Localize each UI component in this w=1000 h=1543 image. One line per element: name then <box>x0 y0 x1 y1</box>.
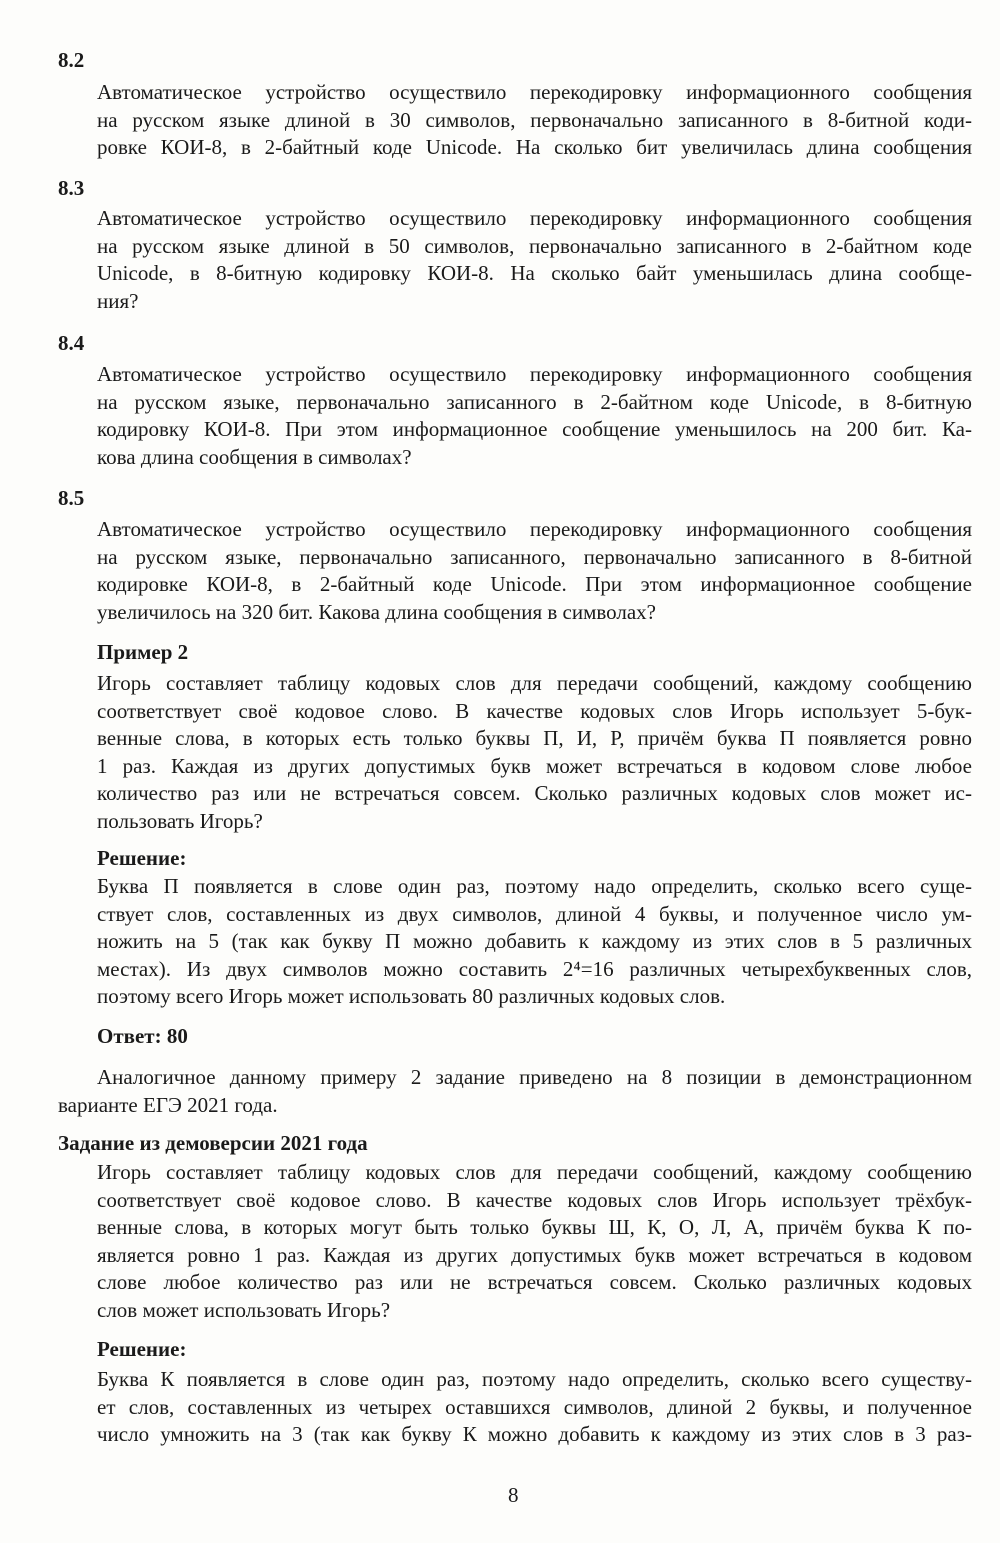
page-number: 8 <box>508 1483 519 1507</box>
text-line: варианте ЕГЭ 2021 года. <box>58 1092 278 1117</box>
text-line: на русском языке длиной в 50 символов, первоначально записанного в 2-байтном коде <box>97 233 972 258</box>
text-line: на русском языке, первоначально записанного в 2-байтном коде Unicode, в 8-битную <box>97 389 972 414</box>
task-8-5-heading: 8.5 <box>58 486 85 510</box>
text-line: ножить на 5 (так как букву П можно добавить к каждому из этих слов в 5 различных <box>97 929 972 953</box>
answer-heading: Ответ: 80 <box>97 1024 188 1048</box>
example-2-heading: Пример 2 <box>97 640 189 664</box>
text-line: Буква П появляется в слове один раз, поэтому надо определить, сколько всего суще- <box>97 874 972 898</box>
text-line: является ровно 1 раз. Каждая из других допустимых букв может встречаться в кодовом <box>97 1242 972 1267</box>
text-line: Автоматическое устройство осуществило перекодировку информационного сообщения <box>97 206 972 230</box>
task-8-4-heading: 8.4 <box>58 331 85 355</box>
solution-2-heading: Решение: <box>97 1337 187 1361</box>
text-line: слов может использовать Игорь? <box>97 1297 391 1322</box>
solution-1-heading: Решение: <box>97 846 187 870</box>
text-line: Аналогичное данному примеру 2 задание приведено на 8 позиции в демонстрационном <box>97 1065 972 1089</box>
text-line: кодировку КОИ-8. При этом информационное сообщение уменьшилось на 200 бит. Ка- <box>97 417 972 441</box>
text-line: соответствует своё кодовое слово. В качестве кодовых слов Игорь использует трёхбук- <box>97 1187 972 1212</box>
text-line: ет слов, составленных из четырех оставшихся символов, длиной 2 буквы, и полученное <box>97 1394 972 1419</box>
text-line: 1 раз. Каждая из других допустимых букв может встречаться в кодовом слове любое <box>97 753 972 778</box>
text-line: ровке КОИ-8, в 2-байтный коде Unicode. На сколько бит увеличилась длина сообщения <box>97 135 972 159</box>
text-line: венные слова, в которых есть только буквы П, И, Р, причём буква П появляется ровно <box>97 726 972 750</box>
text-line: Автоматическое устройство осуществило перекодировку информационного сообщения <box>97 80 972 104</box>
text-line: Автоматическое устройство осуществило перекодировку информационного сообщения <box>97 362 972 386</box>
text-line: слове любое количество раз или не встречаться совсем. Сколько различных кодовых <box>97 1270 972 1294</box>
text-line: соответствует своё кодовое слово. В качестве кодовых слов Игорь использует 5-бук- <box>97 698 972 723</box>
text-line: венные слова, в которых могут быть только буквы Ш, К, О, Л, А, причём буква К по- <box>97 1215 972 1239</box>
text-line: ния? <box>97 288 139 313</box>
text-line: Буква К появляется в слове один раз, поэтому надо определить, сколько всего существу- <box>97 1367 972 1391</box>
text-line: Игорь составляет таблицу кодовых слов для передачи сообщений, каждому сообщению <box>97 671 972 695</box>
task-8-3-heading: 8.3 <box>58 176 85 200</box>
text-line: Автоматическое устройство осуществило перекодировку информационного сообщения <box>97 517 972 541</box>
text-line: на русском языке длиной в 30 символов, первоначально записанного в 8-битной коди- <box>97 107 972 132</box>
text-line: ствует слов, составленных из двух символов, длиной 4 буквы, и полученное число ум- <box>97 901 972 926</box>
text-line: на русском языке, первоначально записанного, первоначально записанного в 8-битной <box>97 544 972 569</box>
text-line: поэтому всего Игорь может использовать 80 различных кодовых слов. <box>97 984 726 1008</box>
text-line: кова длина сообщения в символах? <box>97 444 412 469</box>
text-line: кодировке КОИ-8, в 2-байтный коде Unicode. При этом информационное сообщение <box>97 572 972 596</box>
task-8-2-heading: 8.2 <box>58 48 85 72</box>
text-line: местах). Из двух символов можно составить 2⁴=16 различных четырехбуквенных слов, <box>97 956 972 981</box>
demo-task-2021-heading: Задание из демоверсии 2021 года <box>58 1131 368 1155</box>
text-line: увеличилось на 320 бит. Какова длина сообщения в символах? <box>97 599 656 624</box>
text-line: пользовать Игорь? <box>97 808 263 833</box>
text-line: Игорь составляет таблицу кодовых слов для передачи сообщений, каждому сообщению <box>97 1160 972 1184</box>
text-line: Unicode, в 8-битную кодировку КОИ-8. На сколько байт уменьшилась длина сообще- <box>97 261 972 285</box>
text-line: число умножить на 3 (так как букву К можно добавить к каждому из этих слов в 3 раз- <box>97 1422 972 1446</box>
text-line: количество раз или не встречаться совсем. Сколько различных кодовых слов может ис- <box>97 781 972 805</box>
